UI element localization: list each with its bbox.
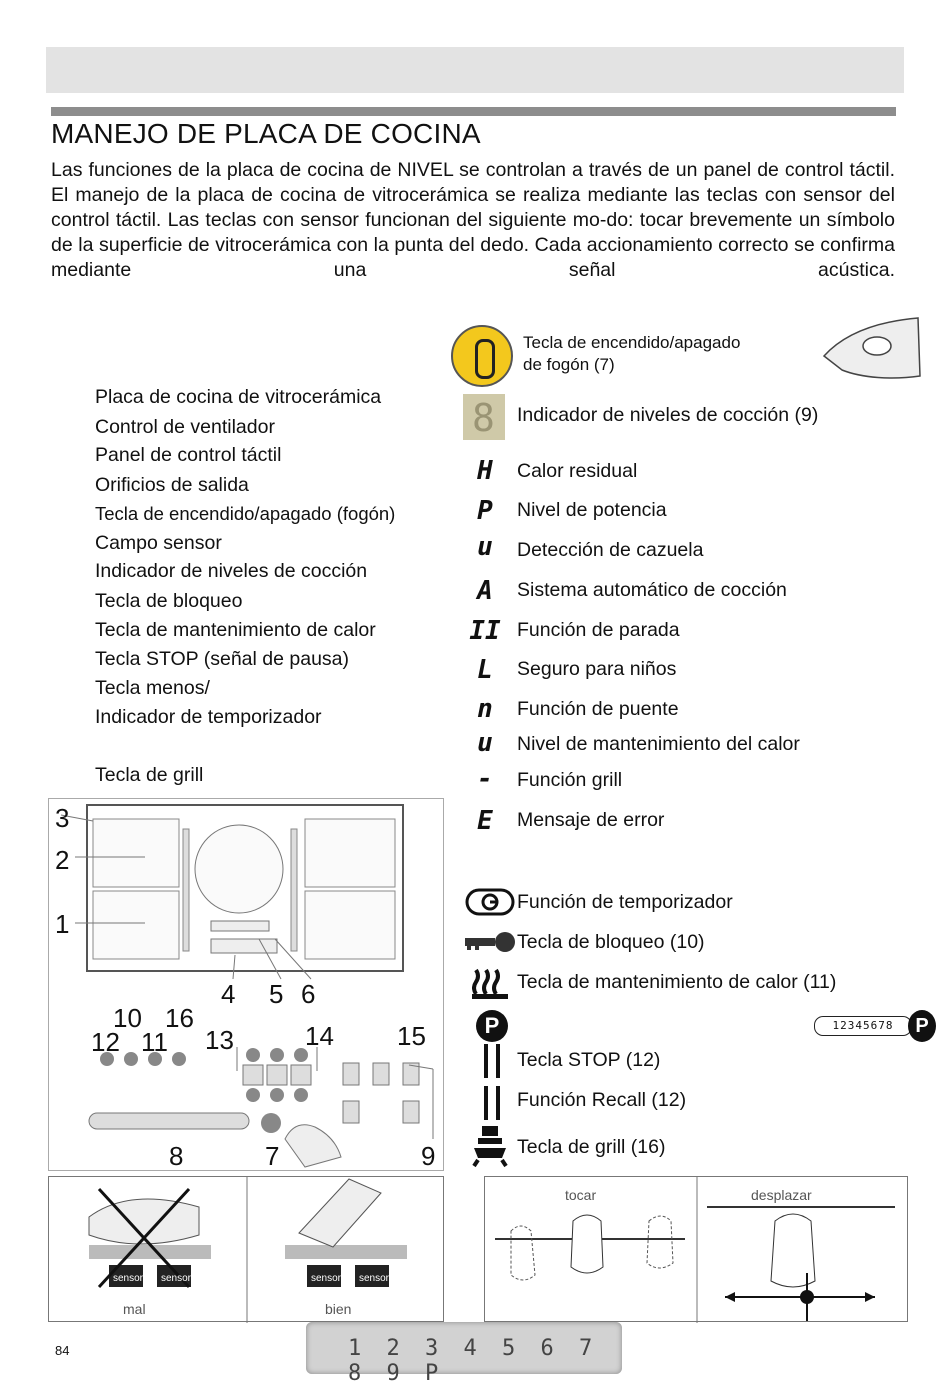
- callout-number: 2: [55, 845, 70, 875]
- recall-key-label: Función Recall (12): [517, 1089, 687, 1111]
- list-item: Tecla de encendido/apagado (fogón): [95, 503, 396, 524]
- list-item: Panel de control táctil: [95, 444, 282, 466]
- callout-number: 13: [205, 1025, 234, 1055]
- level-display-label: Indicador de niveles de cocción (9): [517, 404, 819, 426]
- callout-number: 6: [301, 979, 316, 1009]
- recall-key-icon: [478, 1086, 506, 1120]
- page-number: 84: [55, 1343, 70, 1358]
- list-item: Tecla menos/: [95, 677, 210, 699]
- list-item: Campo sensor: [95, 532, 222, 554]
- touch-slide-illustration: [484, 1176, 908, 1322]
- callout-number: 14: [305, 1021, 334, 1051]
- symbol-label: Calor residual: [517, 460, 638, 482]
- heat-keep-icon: [472, 966, 510, 1000]
- callout-number: 11: [141, 1027, 168, 1057]
- error-symbol: E: [477, 806, 493, 836]
- title-rule: [51, 107, 896, 116]
- callout-number: 15: [397, 1021, 426, 1051]
- stop-key-icon: [478, 1044, 506, 1078]
- keep-warm-symbol: u: [477, 728, 493, 758]
- symbol-label: Función de puente: [517, 698, 679, 720]
- symbol-label: Seguro para niños: [517, 658, 677, 680]
- caption-bad: mal: [123, 1301, 146, 1317]
- list-item: Tecla de mantenimiento de calor: [95, 619, 376, 641]
- slider-scale: 12345678: [814, 1016, 912, 1036]
- callout-number: 8: [169, 1141, 184, 1171]
- touch-usage-illustration: [48, 1176, 444, 1322]
- stop-function-symbol: II: [469, 616, 501, 646]
- power-key-icon: [451, 325, 513, 387]
- timer-icon: [465, 888, 515, 916]
- key-label: Tecla de bloqueo (10): [517, 931, 705, 953]
- key-label: Función de temporizador: [517, 891, 733, 913]
- auto-cook-symbol: A: [477, 576, 493, 606]
- list-item: Placa de cocina de vitrocerámica: [95, 386, 382, 408]
- touch-slide-drawing: [485, 1177, 909, 1323]
- list-item: Tecla de grill: [95, 764, 204, 786]
- slider-number-bar: 1 2 3 4 5 6 7 8 9 P: [306, 1322, 622, 1374]
- intro-paragraph: Las funciones de la placa de cocina de NIVEL se controlan a través de un panel de control táctil. El manejo de la placa de cocina de vitrocerámica se realiza mediante las teclas con sensor del control táctil. Las teclas con sensor funcionan del siguiente mo-do: tocar brevemente un símbolo de la superficie de vitrocerámica con la punta del dedo. Cada accionamiento correcto se confirma mediante una señal acústica.: [51, 159, 895, 281]
- caption-good: bien: [325, 1301, 352, 1317]
- bridge-function-symbol: n: [477, 694, 493, 724]
- symbol-label: Función de parada: [517, 619, 680, 641]
- level-display-icon: 8: [463, 394, 505, 440]
- callout-number: 12: [91, 1027, 120, 1057]
- symbol-label: Nivel de mantenimiento del calor: [517, 733, 800, 755]
- symbol-label: Función grill: [517, 769, 623, 791]
- callout-number: 5: [269, 979, 284, 1009]
- sensor-label: sensor: [113, 1273, 144, 1284]
- power-key-label: Tecla de encendido/apagado de fogón (7): [523, 333, 741, 374]
- symbol-label: Mensaje de error: [517, 809, 665, 831]
- callout-number: 10: [113, 1003, 142, 1033]
- p-key-icon: P: [476, 1010, 508, 1042]
- key-icon: [463, 930, 517, 954]
- page-title: MANEJO DE PLACA DE COCINA: [51, 118, 481, 149]
- callout-number: 16: [165, 1003, 194, 1033]
- hob-drawing: [49, 799, 445, 1172]
- p-key-icon: P: [908, 1010, 936, 1042]
- grill-symbol: -: [477, 764, 493, 794]
- key-label: Tecla de mantenimiento de calor (11): [517, 971, 837, 993]
- callout-number: 7: [265, 1141, 280, 1171]
- sensor-label: sensor: [359, 1273, 390, 1284]
- child-lock-symbol: L: [477, 655, 493, 685]
- symbol-label: Nivel de potencia: [517, 499, 667, 521]
- callout-number: 4: [221, 979, 236, 1009]
- header-band: [46, 47, 904, 93]
- list-item: Indicador de temporizador: [95, 706, 322, 728]
- stop-key-label: Tecla STOP (12): [517, 1049, 661, 1071]
- list-item: Indicador de niveles de cocción: [95, 560, 368, 582]
- finger-touch-icon: [822, 316, 922, 382]
- usage-drawing: [49, 1177, 445, 1323]
- callout-number: 9: [421, 1141, 436, 1171]
- list-item: Orificios de salida: [95, 474, 249, 496]
- symbol-label: Sistema automático de cocción: [517, 579, 787, 601]
- pan-detection-symbol: u: [477, 532, 493, 562]
- list-item: Tecla STOP (señal de pausa): [95, 648, 350, 670]
- sensor-label: sensor: [161, 1273, 192, 1284]
- caption-touch: tocar: [565, 1187, 597, 1203]
- power-level-symbol: P: [477, 496, 493, 526]
- caption-slide: desplazar: [751, 1187, 812, 1203]
- residual-heat-symbol: H: [477, 456, 493, 486]
- list-item: Tecla de bloqueo: [95, 590, 243, 612]
- grill-key-label: Tecla de grill (16): [517, 1136, 666, 1158]
- callout-number: 1: [55, 909, 70, 939]
- hob-diagram: [48, 798, 444, 1171]
- grill-key-icon: [470, 1124, 510, 1168]
- symbol-label: Detección de cazuela: [517, 539, 704, 561]
- list-item: Control de ventilador: [95, 416, 275, 438]
- callout-number: 3: [55, 803, 70, 833]
- sensor-label: sensor: [311, 1273, 342, 1284]
